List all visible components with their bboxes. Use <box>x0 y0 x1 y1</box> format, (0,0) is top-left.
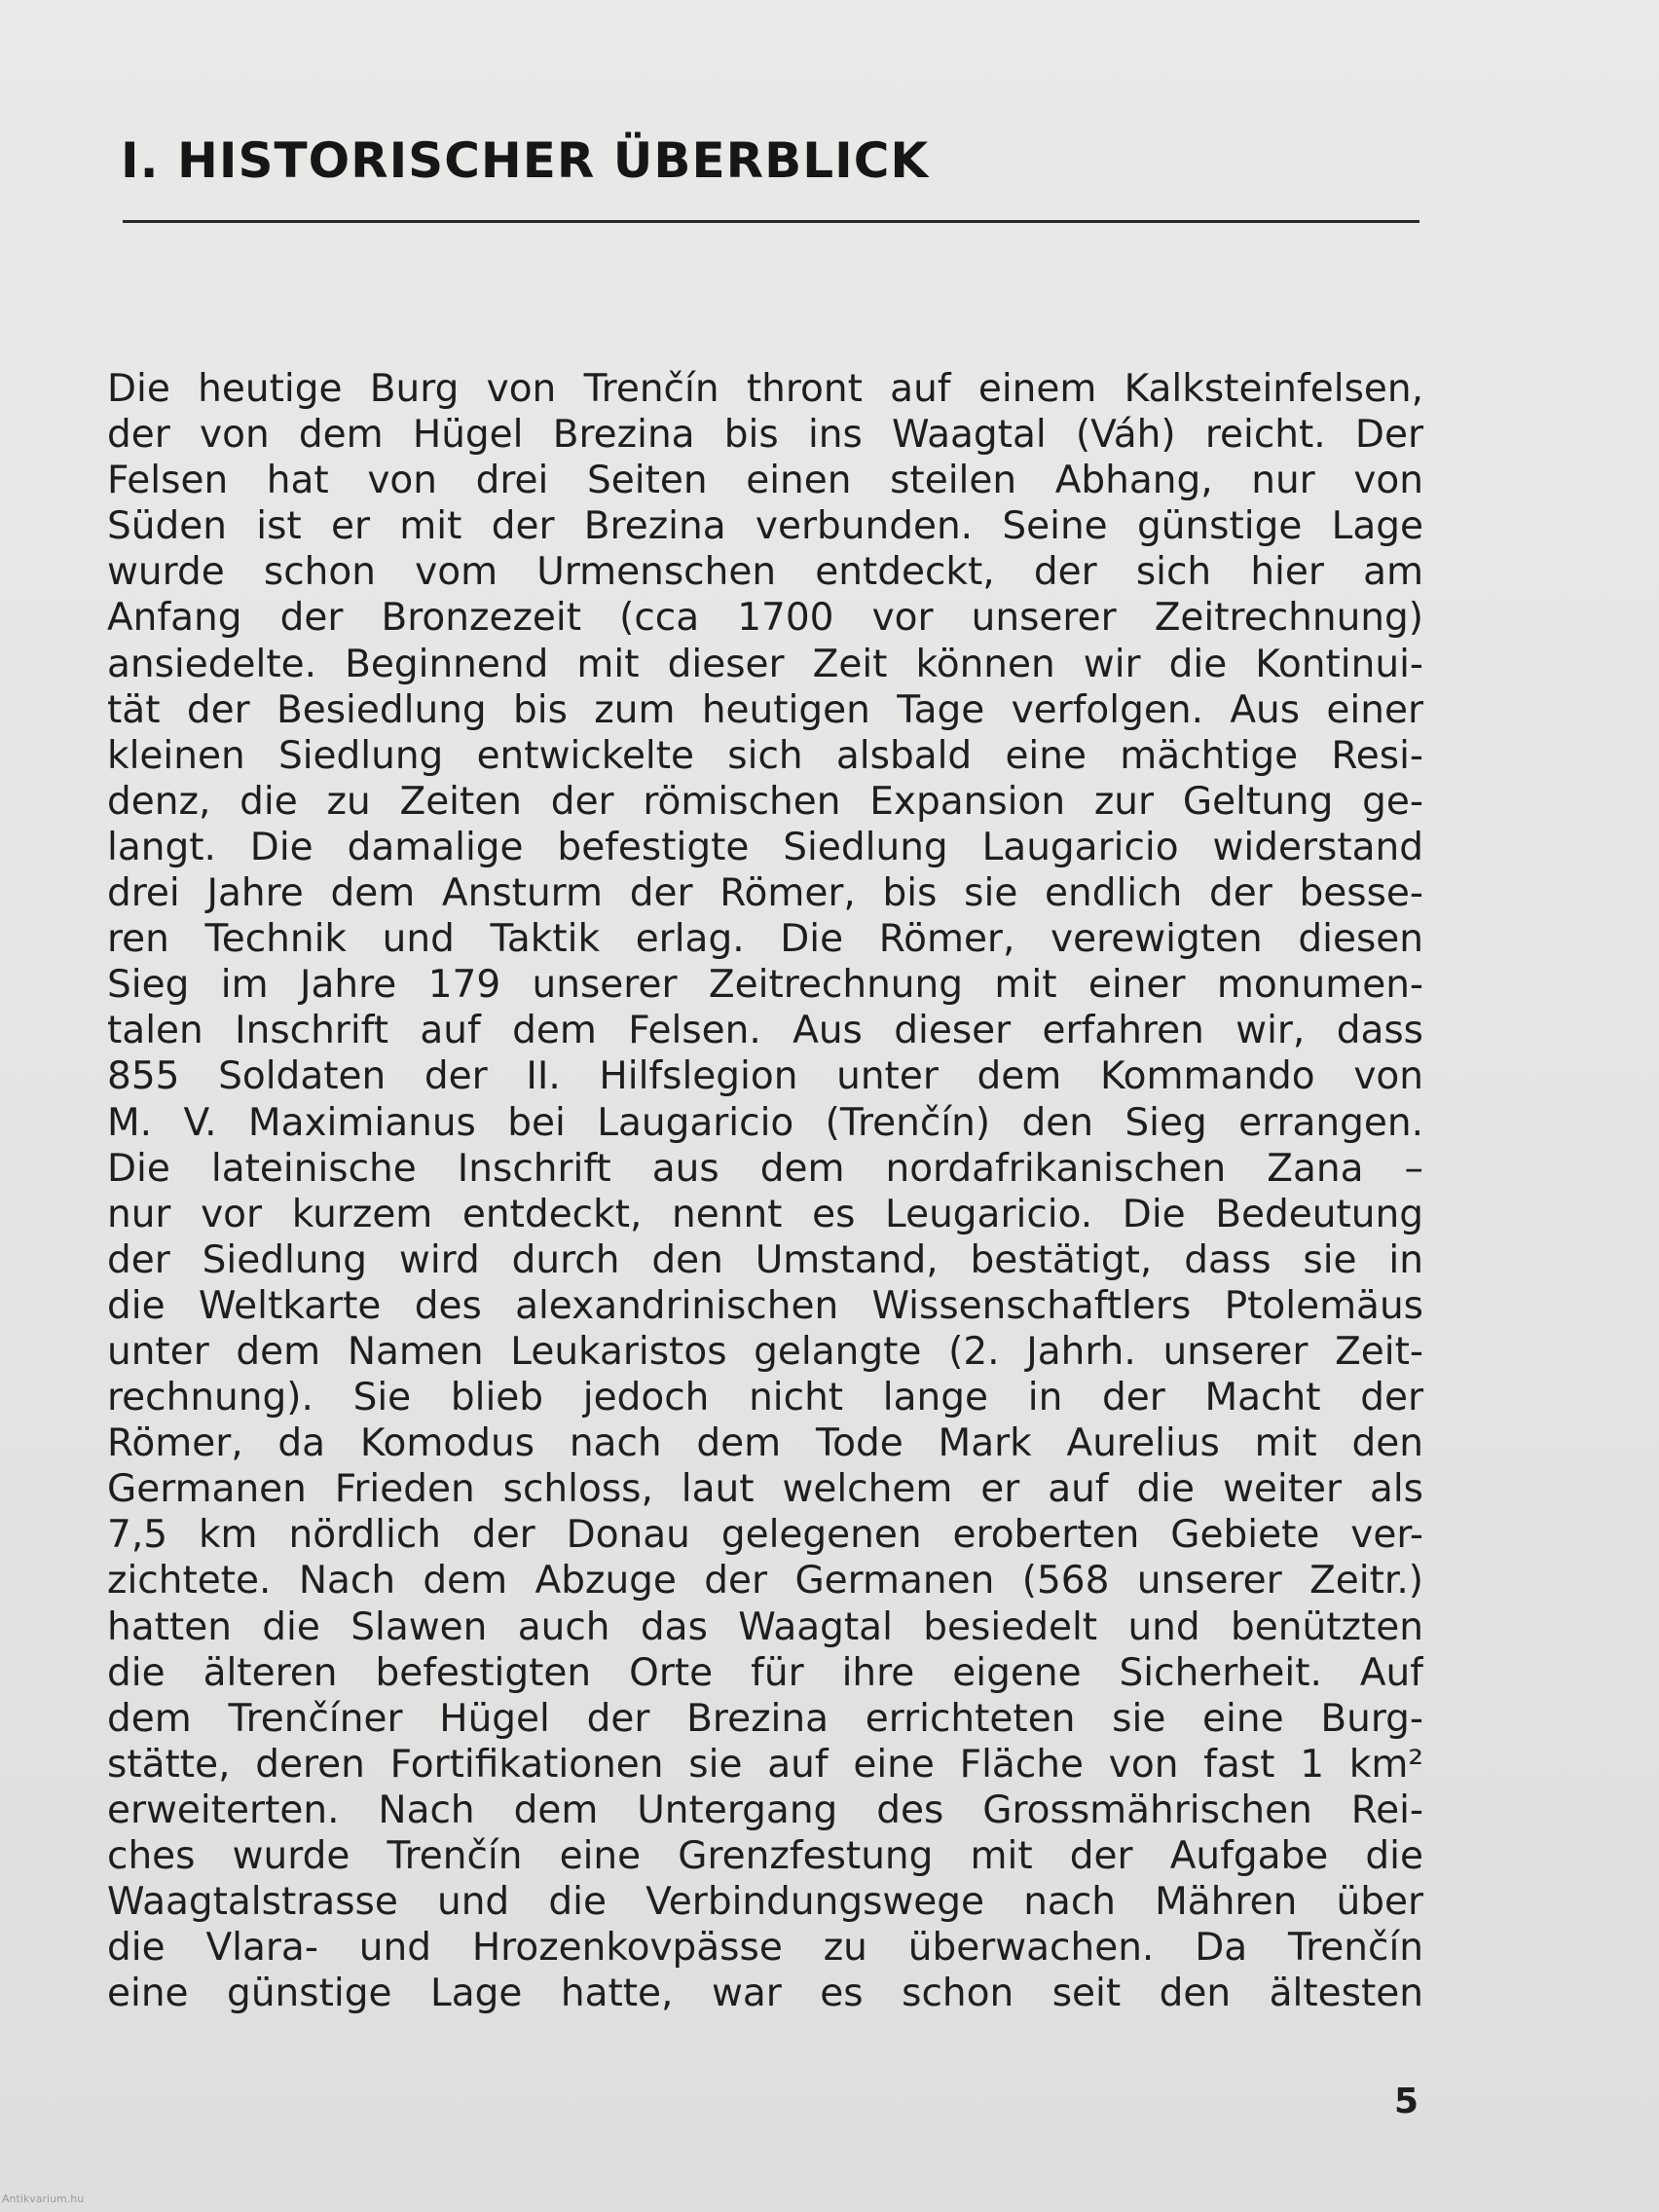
text-line: eine günstige Lage hatte, war es schon seit den ältesten <box>107 1972 1423 2016</box>
text-line: rechnung). Sie blieb jedoch nicht lange in der Macht der <box>107 1376 1423 1420</box>
text-line: nur vor kurzem entdeckt, nennt es Leugaricio. Die Bedeutung <box>107 1192 1423 1236</box>
text-line: Felsen hat von drei Seiten einen steilen Abhang, nur von <box>107 459 1423 503</box>
heading-rule <box>123 220 1419 223</box>
text-line: Waagtalstrasse und die Verbindungswege nach Mähren über <box>107 1880 1423 1925</box>
text-line: stätte, deren Fortifikationen sie auf eine Fläche von fast 1 km² <box>107 1742 1423 1787</box>
text-line: unter dem Namen Leukaristos gelangte (2. Jahrh. unserer Zeit- <box>107 1329 1423 1374</box>
text-line: Sieg im Jahre 179 unserer Zeitrechnung mit einer monumen- <box>107 963 1423 1008</box>
text-line: 7,5 km nördlich der Donau gelegenen eroberten Gebiete ver- <box>107 1513 1423 1558</box>
text-line: Römer, da Komodus nach dem Tode Mark Aurelius mit den <box>107 1421 1423 1466</box>
text-line: denz, die zu Zeiten der römischen Expansion zur Geltung ge- <box>107 779 1423 824</box>
page-number: 5 <box>1394 2082 1419 2121</box>
text-line: ren Technik und Taktik erlag. Die Römer, verewigten diesen <box>107 917 1423 962</box>
text-line: wurde schon vom Urmenschen entdeckt, der sich hier am <box>107 550 1423 595</box>
watermark: Antikvarium.hu <box>2 2193 85 2205</box>
text-line: Die heutige Burg von Trenčín thront auf einem Kalksteinfelsen, <box>107 367 1423 411</box>
text-line: ansiedelte. Beginnend mit dieser Zeit können wir die Kontinui- <box>107 642 1423 686</box>
text-line: hatten die Slawen auch das Waagtal besiedelt und benützten <box>107 1604 1423 1649</box>
text-line: talen Inschrift auf dem Felsen. Aus dieser erfahren wir, dass <box>107 1009 1423 1053</box>
text-line: der von dem Hügel Brezina bis ins Waagtal (Váh) reicht. Der <box>107 413 1423 458</box>
text-line: Germanen Frieden schloss, laut welchem er auf die weiter als <box>107 1467 1423 1512</box>
text-line: ches wurde Trenčín eine Grenzfestung mit der Aufgabe die <box>107 1834 1423 1878</box>
chapter-heading: I. HISTORISCHER ÜBERBLICK <box>121 132 930 189</box>
text-line: tät der Besiedlung bis zum heutigen Tage verfolgen. Aus einer <box>107 687 1423 732</box>
text-line: drei Jahre dem Ansturm der Römer, bis sie endlich der besse- <box>107 871 1423 916</box>
text-line: langt. Die damalige befestigte Siedlung Laugaricio widerstand <box>107 825 1423 869</box>
text-line: die Vlara- und Hrozenkovpässe zu überwachen. Da Trenčín <box>107 1926 1423 1971</box>
body-text <box>107 366 1423 2016</box>
text-line: die Weltkarte des alexandrinischen Wissenschaftlers Ptolemäus <box>107 1283 1423 1328</box>
text-line: der Siedlung wird durch den Umstand, bestätigt, dass sie in <box>107 1237 1423 1282</box>
text-line: M. V. Maximianus bei Laugaricio (Trenčín) den Sieg errangen. <box>107 1100 1423 1145</box>
text-line: erweiterten. Nach dem Untergang des Grossmährischen Rei- <box>107 1788 1423 1832</box>
text-line: Die lateinische Inschrift aus dem nordafrikanischen Zana – <box>107 1146 1423 1191</box>
text-line: dem Trenčíner Hügel der Brezina errichteten sie eine Burg- <box>107 1696 1423 1741</box>
text-line: Anfang der Bronzezeit (cca 1700 vor unserer Zeitrechnung) <box>107 596 1423 641</box>
text-line: die älteren befestigten Orte für ihre eigene Sicherheit. Auf <box>107 1650 1423 1695</box>
text-line: zichtete. Nach dem Abzuge der Germanen (568 unserer Zeitr.) <box>107 1559 1423 1604</box>
text-line: kleinen Siedlung entwickelte sich alsbald eine mächtige Resi- <box>107 733 1423 778</box>
text-line: Süden ist er mit der Brezina verbunden. Seine günstige Lage <box>107 504 1423 549</box>
text-line: 855 Soldaten der II. Hilfslegion unter dem Kommando von <box>107 1054 1423 1099</box>
